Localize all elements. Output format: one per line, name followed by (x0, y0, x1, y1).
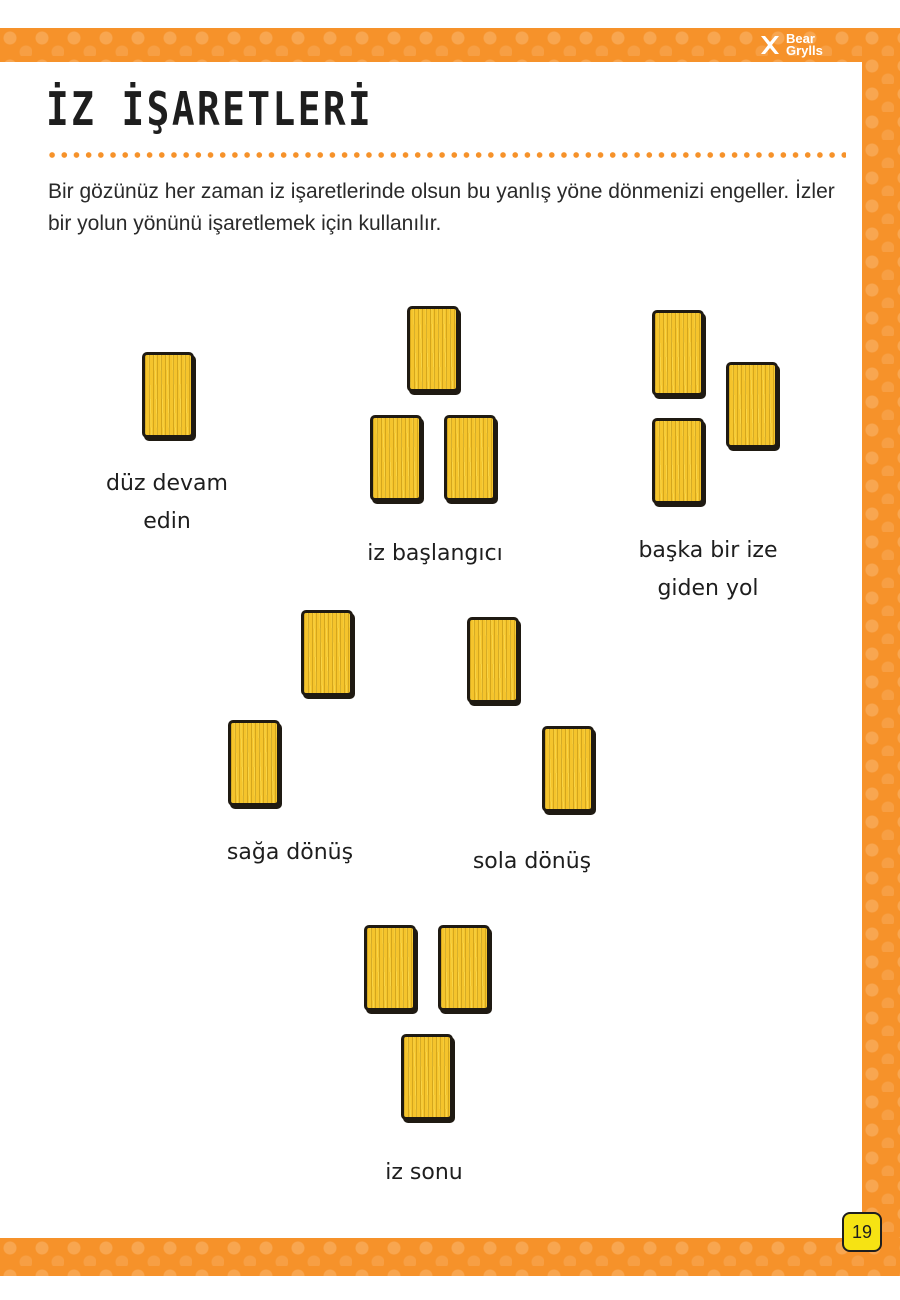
trail-end-marker-right (438, 925, 490, 1011)
bear-grylls-x-icon (758, 33, 782, 57)
trail-end-marker-bottom (401, 1034, 453, 1120)
turn-right-marker-lower (228, 720, 280, 806)
dotted-divider (46, 151, 846, 159)
other-trail-marker-side (726, 362, 778, 448)
other-trail-marker-top (652, 310, 704, 396)
label-trail-start: iz başlangıcı (367, 541, 503, 566)
bottom-frame-band (0, 1238, 900, 1276)
brand-name (786, 33, 846, 57)
trail-end-marker-left (364, 925, 416, 1011)
brand-logo (758, 28, 846, 62)
turn-right-marker-upper (301, 610, 353, 696)
brand-line-1: Bear (786, 31, 815, 46)
turn-left-marker-upper (467, 617, 519, 703)
other-trail-marker-bottom (652, 418, 704, 504)
page-title: İZ İŞARETLERİ (46, 82, 374, 136)
trail-start-marker-right (444, 415, 496, 501)
trail-start-marker-left (370, 415, 422, 501)
brand-line-2: Grylls (786, 43, 823, 58)
label-straight: düz devam edin (106, 471, 228, 534)
label-trail-end: iz sonu (385, 1160, 463, 1185)
label-turn-right: sağa dönüş (226, 840, 354, 865)
page-number-badge: 19 (842, 1212, 882, 1252)
intro-text: Bir gözünüz her zaman iz işaretlerinde olsun bu yanlış yöne dönmenizi engeller. İzler bir yolun yönünü işaretlemek için kullanılır. (48, 180, 835, 235)
label-turn-left: sola dönüş (472, 849, 592, 874)
trail-start-marker-top (407, 306, 459, 392)
right-frame-band (862, 28, 900, 1276)
turn-left-marker-lower (542, 726, 594, 812)
straight-marker (142, 352, 194, 438)
label-other-trail: başka bir ize giden yol (638, 538, 778, 601)
